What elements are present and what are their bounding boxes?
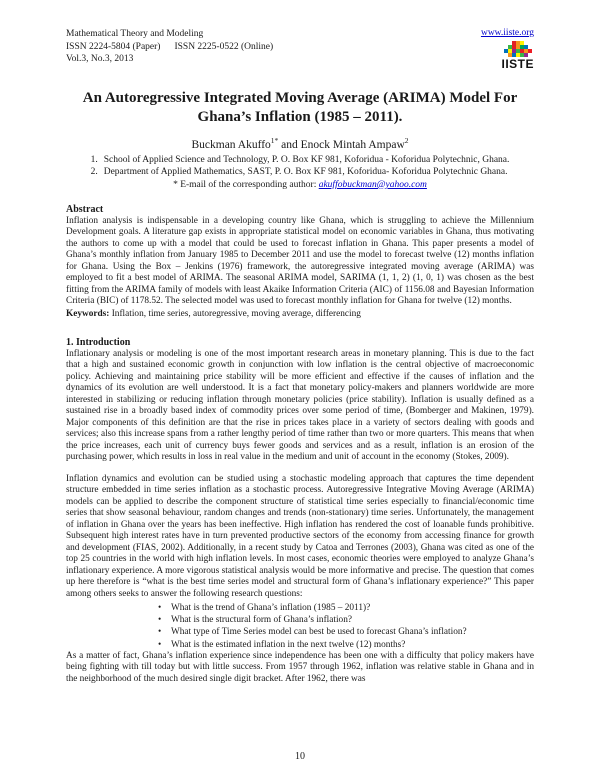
page-number: 10 — [295, 751, 305, 762]
research-question-3: • What type of Time Series model can best be used to forecast Ghana’s inflation? — [158, 626, 534, 638]
issn-paper: ISSN 2224-5804 (Paper) — [66, 41, 161, 52]
journal-name: Mathematical Theory and Modeling — [66, 29, 204, 39]
corresponding-author-line — [66, 180, 534, 190]
journal-website-link[interactable]: www.iiste.org — [480, 28, 534, 38]
keywords-text: Inflation, time series, autoregressive, moving average, differencing — [109, 308, 361, 319]
affiliation-1-number: 1. — [90, 154, 98, 165]
logo-pixels-icon — [504, 41, 532, 57]
affiliation-1 — [91, 154, 510, 167]
author-2-affiliation-mark: 2 — [404, 135, 409, 145]
volume-line: Vol.3, No.3, 2013 — [66, 54, 134, 65]
research-question-1: • What is the trend of Ghana’s inflation (1985 – 2011)? — [158, 602, 534, 614]
author-1: Buckman Akuffo — [191, 138, 271, 151]
corresponding-email-link[interactable]: akuffobuckman@yahoo.com — [318, 179, 427, 190]
iiste-logo — [501, 41, 534, 71]
iiste-logo-text: IISTE — [501, 57, 534, 71]
keywords-label: Keywords: — [66, 308, 110, 319]
author-2: Enock Mintah Ampaw — [300, 138, 405, 151]
affiliation-1-text: School of Applied Science and Technology, P. O. Box KF 981, Koforidua - Koforidua Polytechnic, Ghana. — [103, 154, 510, 165]
affiliation-2-number: 2. — [90, 167, 98, 178]
affiliations — [91, 154, 510, 179]
introduction-heading: 1. Introduction — [66, 336, 131, 348]
research-questions — [158, 602, 534, 650]
email-prefix: * E-mail of the corresponding author: — [173, 179, 319, 190]
introduction-section — [66, 336, 534, 686]
authors-connector: and — [278, 138, 301, 151]
abstract-section — [66, 203, 534, 321]
abstract-text: Inflation analysis is indispensable in a developing country like Ghana, which is struggling to achieve the Millennium Development goals. A literature gap exists in appropriate statistical model on economic variables in Ghana, thus motivating the authors to come up with a model that could be used to forecast inflation in Ghana. This paper presents a model of Ghana’s monthly inflation from January 1985 to December 2011 and use the model to forecast twelve (12) months inflation for Ghana. Using the Box – Jenkins (1976) framework, the autoregressive integrated moving average (ARIMA) was employed to fit a best model of ARIMA. The seasonal ARIMA model, SARIMA (1, 1, 2) (1, 0, 1) was chosen as the best fitting from the ARIMA family of models with least Akaike Information Criteria (AIC) of 1156.08 and Bayesian Information Criteria (BIC) of 1178.52. The selected model was used to forecast monthly inflation for Ghana for twelve (12) months. — [66, 215, 534, 307]
issn-line — [66, 41, 273, 54]
research-question-2: • What is the structural form of Ghana’s inflation? — [158, 614, 534, 626]
journal-info — [66, 28, 273, 66]
author-1-affiliation-mark: 1* — [270, 135, 279, 145]
research-question-4: • What is the estimated inflation in the next twelve (12) months? — [158, 639, 534, 651]
page-header — [66, 28, 534, 71]
keywords-line — [66, 309, 534, 321]
issn-online: ISSN 2225-0522 (Online) — [174, 41, 274, 52]
header-right — [481, 28, 534, 71]
intro-paragraph-3: As a matter of fact, Ghana’s inflation experience since independence has been one with a difficulty that policy makers have being fighting with till today but with little success. From 1957 through 1962, inflation was relative stable in Ghana and in the neighborhood of the much desired single digit bracket. After 1962, there was — [66, 650, 534, 684]
intro-paragraph-2: Inflation dynamics and evolution can be studied using a stochastic modeling approach that captures the time dependent structure embedded in time series inflation as a stochastic process. Autoregressive Integrative Moving Average (ARIMA) models can be applied to describe the component structure of statistical time series especially to financial/economic time series that show seasonal behaviour, random changes and trends (non-stationary) time series. Unfortunately, the management of inflation in Ghana over the years has been ineffective. High inflation has rendered the cost of loanable funds prohibitive. Subsequent high interest rates have in turn prevented productive sectors of the economy from accessing finance for growth and development (FIAS, 2002). Additionally, in a recent study by Catoa and Terrones (2003), Ghana was cited as one of the top 25 countries in the world with high inflation levels. In most cases, economic theories were employed to analyze Ghana’s inflationary experience. A more vigorous statistical analysis would be more informative and precise. The question that comes up here therefore is “what is the best time series model and structural form of Ghana’s inflationary experience?” This paper among others seeks to answer the following research questions: — [66, 473, 534, 599]
authors-line — [66, 136, 534, 151]
affiliation-2-text: Department of Applied Mathematics, SAST, P. O. Box KF 981, Koforidua- Koforidua Polytechnic Ghana. — [103, 167, 508, 178]
abstract-heading: Abstract — [66, 203, 104, 215]
intro-paragraph-1: Inflationary analysis or modeling is one of the most important research areas in monetary planning. This is due to the fact that a high and sustained economic growth in conjunction with low inflation is the central objective of macroeconomic policy. Achieving and maintaining price stability will be more efficient and effective if the causes of inflation and the dynamics of its evolution are well understood. It is a fact that monetary policy-makers and planners worldwide are more interested in stabilizing or reducing inflation through monetary policies (price stability). Inflation is usually defined as a sustained rise in a broadly based index of commodity prices over some period of time, (Bomberger and Makinen, 1979). Major components of this definition are that the rise in prices takes place in a variety of sectors dealing with goods and services; also this increase spans from a rather lengthy period of time rather than two or more quarters. This means that when the price increases, each unit of currency buys fewer goods and services and as a result, inflation is an erosion of the purchasing power, which results in loss in real value in the medium and unit of account in the economy (Stokes, 2009). — [66, 348, 534, 463]
affiliation-2 — [91, 166, 510, 179]
paper-title: An Autoregressive Integrated Moving Average (ARIMA) Model For Ghana’s Inflation (1985 – 2011). — [82, 89, 518, 125]
